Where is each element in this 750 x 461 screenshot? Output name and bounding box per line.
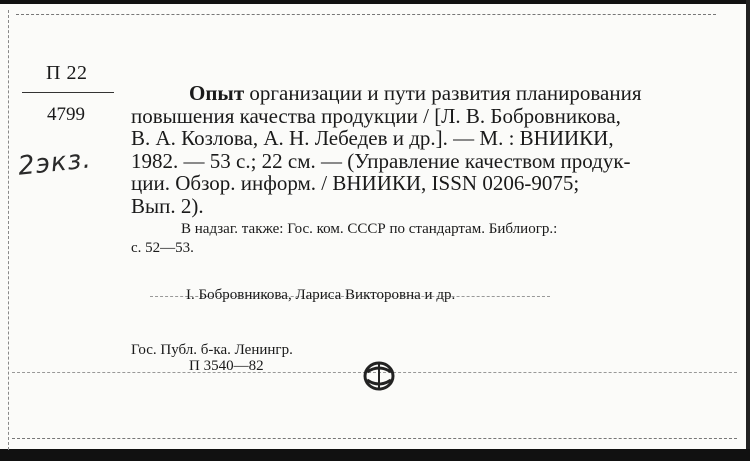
entry-line-text: ции. Обзор. информ. / ВНИИКИ, ISSN 0206-9075; bbox=[131, 171, 580, 195]
bibliographic-note bbox=[131, 220, 703, 258]
bibliographic-entry bbox=[131, 82, 703, 217]
library-stamp-icon bbox=[357, 358, 403, 398]
scan-line bbox=[12, 438, 737, 439]
call-number-number: 4799 bbox=[47, 104, 85, 125]
card-left-edge bbox=[8, 10, 10, 450]
entry-line bbox=[131, 195, 703, 218]
entry-title-lead: Опыт bbox=[189, 81, 245, 105]
card-bottom-edge bbox=[0, 449, 750, 461]
note-line: В надзаг. также: Гос. ком. СССР по стандартам. Библиогр.: bbox=[181, 221, 558, 237]
entry-line-text: 1982. — 53 с.; 22 см. — (Управление качеством продук- bbox=[131, 148, 631, 173]
added-entry-tracing: I. Бобровникова, Лариса Викторовна и др. bbox=[186, 287, 456, 303]
holding-code: П 3540—82 bbox=[189, 358, 264, 374]
entry-line bbox=[131, 150, 703, 173]
call-number-shelf: П 22 bbox=[46, 62, 88, 84]
entry-line bbox=[131, 127, 703, 150]
entry-line bbox=[131, 105, 703, 128]
scan-line bbox=[16, 14, 716, 15]
entry-line-text: Вып. 2). bbox=[131, 193, 204, 218]
entry-line-text: В. А. Козлова, А. Н. Лебедев и др.]. — М. : ВНИИКИ, bbox=[131, 126, 614, 150]
holding-library: Гос. Публ. б-ка. Ленингр. bbox=[131, 342, 293, 358]
entry-line-text: повышения качества продукции / [Л. В. Бобровникова, bbox=[131, 103, 621, 128]
card-right-edge bbox=[746, 0, 750, 461]
entry-line bbox=[131, 82, 703, 105]
note-line: с. 52—53. bbox=[131, 240, 194, 256]
entry-line bbox=[131, 172, 703, 195]
handwritten-copies-note: 2экз. bbox=[16, 144, 93, 182]
card-top-edge bbox=[0, 0, 750, 4]
call-number-divider bbox=[22, 92, 114, 93]
entry-line-text: организации и пути развития планирования bbox=[244, 81, 642, 105]
